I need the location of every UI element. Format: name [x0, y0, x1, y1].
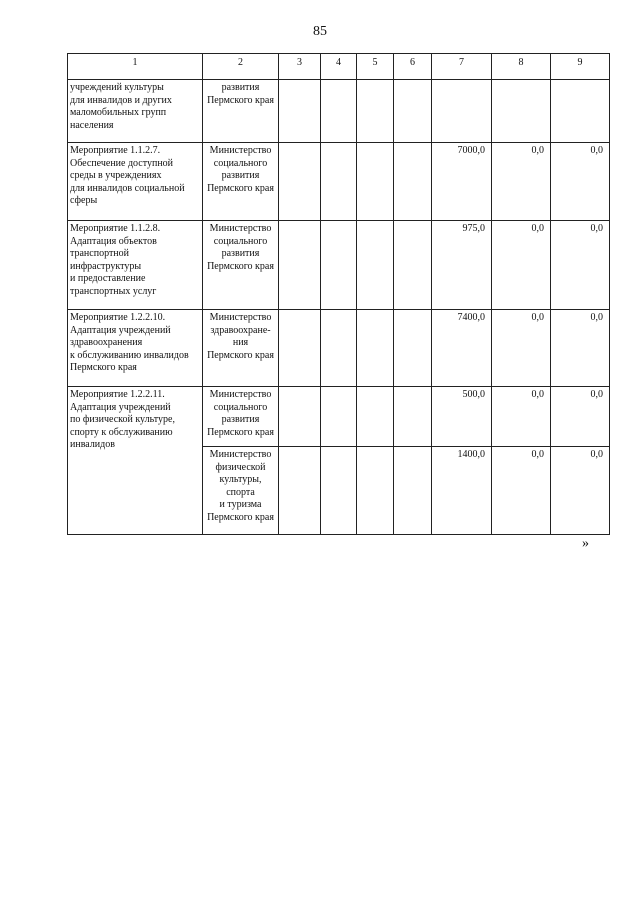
amount-cell: 0,0	[492, 387, 551, 447]
amount-cell: 0,0	[551, 447, 610, 535]
program-table	[67, 53, 610, 535]
amount-cell: 0,0	[551, 310, 610, 387]
empty-cell	[394, 143, 432, 221]
empty-cell	[394, 80, 432, 143]
executor-cell: Министерство социального развития Пермского края	[203, 143, 279, 221]
executor-cell: Министерство физической культуры, спорта и туризма Пермского края	[203, 447, 279, 535]
amount-cell: 0,0	[551, 387, 610, 447]
empty-cell	[394, 447, 432, 535]
amount-cell: 975,0	[432, 221, 492, 310]
header-cell: 3	[279, 54, 321, 80]
empty-cell	[357, 143, 394, 221]
empty-cell	[357, 387, 394, 447]
header-cell: 1	[68, 54, 203, 80]
amount-cell	[551, 80, 610, 143]
amount-cell: 7400,0	[432, 310, 492, 387]
header-row	[68, 54, 610, 80]
empty-cell	[279, 387, 321, 447]
header-cell: 2	[203, 54, 279, 80]
empty-cell	[279, 221, 321, 310]
empty-cell	[357, 447, 394, 535]
table-row	[68, 143, 610, 221]
executor-cell: развития Пермского края	[203, 80, 279, 143]
amount-cell: 1400,0	[432, 447, 492, 535]
amount-cell: 500,0	[432, 387, 492, 447]
empty-cell	[321, 310, 357, 387]
empty-cell	[321, 221, 357, 310]
empty-cell	[279, 310, 321, 387]
executor-cell: Министерство здравоохране- ния Пермского края	[203, 310, 279, 387]
empty-cell	[357, 80, 394, 143]
amount-cell: 0,0	[551, 221, 610, 310]
activity-cell: Мероприятие 1.1.2.7. Обеспечение доступной среды в учреждениях для инвалидов социальной сферы	[68, 143, 203, 221]
empty-cell	[394, 387, 432, 447]
amount-cell: 0,0	[551, 143, 610, 221]
amount-cell: 0,0	[492, 143, 551, 221]
table-row	[68, 387, 610, 447]
empty-cell	[279, 143, 321, 221]
header-cell: 5	[357, 54, 394, 80]
page-number: 85	[313, 24, 327, 39]
table-row	[68, 221, 610, 310]
empty-cell	[357, 310, 394, 387]
table-row	[68, 310, 610, 387]
amount-cell: 0,0	[492, 447, 551, 535]
empty-cell	[394, 310, 432, 387]
header-cell: 6	[394, 54, 432, 80]
empty-cell	[279, 447, 321, 535]
amount-cell	[432, 80, 492, 143]
activity-cell: Мероприятие 1.1.2.8. Адаптация объектов транспортной инфраструктуры и предоставление транспортных услуг	[68, 221, 203, 310]
amount-cell: 0,0	[492, 221, 551, 310]
empty-cell	[321, 80, 357, 143]
activity-cell: Мероприятие 1.2.2.10. Адаптация учреждений здравоохранения к обслуживанию инвалидов Пермского края	[68, 310, 203, 387]
empty-cell	[357, 221, 394, 310]
amount-cell	[492, 80, 551, 143]
amount-cell: 0,0	[492, 310, 551, 387]
empty-cell	[279, 80, 321, 143]
executor-cell: Министерство социального развития Пермского края	[203, 387, 279, 447]
closing-quote-mark: »	[582, 536, 589, 551]
table-row	[68, 80, 610, 143]
executor-cell: Министерство социального развития Пермского края	[203, 221, 279, 310]
header-cell: 4	[321, 54, 357, 80]
empty-cell	[321, 387, 357, 447]
empty-cell	[394, 221, 432, 310]
activity-cell: Мероприятие 1.2.2.11. Адаптация учреждений по физической культуре, спорту к обслуживанию инвалидов	[68, 387, 203, 535]
header-cell: 9	[551, 54, 610, 80]
header-cell: 8	[492, 54, 551, 80]
activity-cell: учреждений культуры для инвалидов и других маломобильных групп населения	[68, 80, 203, 143]
header-cell: 7	[432, 54, 492, 80]
empty-cell	[321, 143, 357, 221]
empty-cell	[321, 447, 357, 535]
amount-cell: 7000,0	[432, 143, 492, 221]
